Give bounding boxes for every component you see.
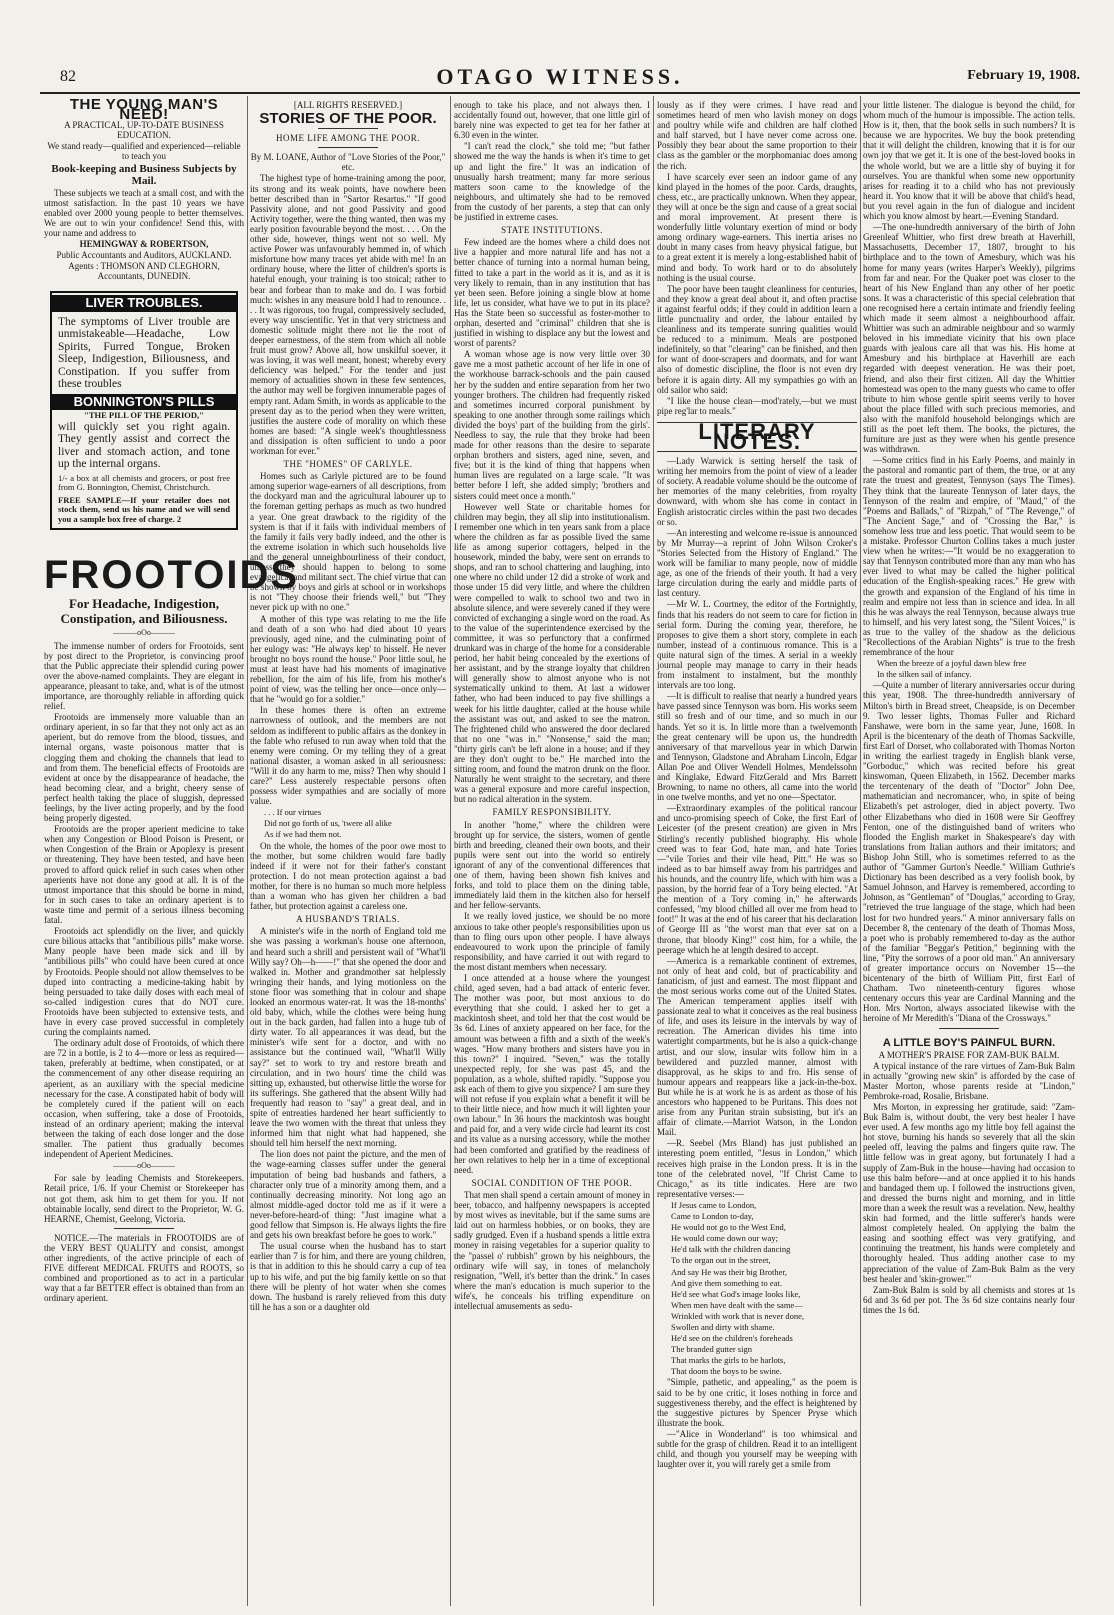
rule	[939, 1028, 999, 1029]
burn-paragraph: A typical instance of the rare virtues of Zam-Buk Balm in actually "growing new skin" is afforded by the case of Master Morton, whose parents reside at "Lindon," Pembroke-road, Rosalie, Brisbane.	[863, 1060, 1075, 1101]
verse-line: In the silken sail of infancy.	[877, 669, 972, 680]
rule	[318, 147, 378, 148]
bonn-body: will quickly set you right again. They gently assist and correct the liver and stomach action, and tone up the internal organs.	[58, 420, 230, 471]
frootoids-paragraph: The immense number of orders for Frootoids, sent by post direct to the Proprietor, is convincing proof that the Public appreciate their splendid curing power over the above-named complaints. They are elegant in appearance, pleasant to take, and, what is of the utmost importance, are thoroughly reliable in affording quick relief.	[44, 640, 244, 712]
section-heading: SOCIAL CONDITION OF THE POOR.	[471, 1177, 633, 1188]
verse-line: When men have dealt with the same—	[671, 1299, 803, 1310]
literary-note: —Lady Warwick is setting herself the task of writing her memoirs from the point of view of a leader of society. A readable volume should be the outcome of her memories of the many celebrities, from royalty downward, with whom she has come in contact in English aristocratic circles within the past two decades or so.	[657, 456, 857, 527]
liver-troubles-headline: LIVER TROUBLES.	[52, 295, 236, 312]
little-boys-burn-headline: A LITTLE BOY'S PAINFUL BURN.	[882, 1036, 1056, 1049]
literary-notes-headline: LITERARY NOTES.	[657, 422, 857, 452]
literary-note: —America is a remarkable continent of extremes, not only of heat and cold, but of practicability and fanaticism, of just and earnest. The most flippant and the most serious works come out of the United States. The American temperament applies itself with passionate zeal to what it conceives as the real business of life, and uses its leisure in the intervals by way of recreation. The American divides his time into watertight compartments, but he is also a quick-change artist, and our slow, insular wits follow him in a bewildered and puzzled manner, almost with disapproval, as he skips to and fro. His sense of humour appears and reappears like a jack-in-the-box. But while he is at work he is as ardent as those of his ancestors who happened to be Puritans. This does not arise from any Puritan strain subsisting, but it's an affair of climate.—Marriot Watson, in the London Mail.	[657, 955, 857, 1138]
frootoids-sale: For sale by leading Chemists and Storekeepers. Retail price, 1/6. If your Chemist or Storekeeper has not got them, ask him to get them for you. If not obtainable locally, send direct to the Proprietor, W. G. HEARNE, Chemist, Geelong, Victoria.	[44, 1173, 244, 1224]
verse-line: The branded gutter sign	[671, 1344, 752, 1355]
article-paragraph: A woman whose age is now very little over 30 gave me a most pathetic account of her life in one of the workhouse barrack-schools and the pain caused her by the sudden and entire separation from her two younger brothers. The children had frequently risked and sometimes incurred corporal punishment by speaking to one another through some railings which divided the boys' part of the building from the girls'. Needless to say, the rule that they broke had been made for other reasons than the desire to separate orphan brothers and sisters, aged nine, seven, and five; but it is the kind of thing that happens when human lives are regulated on a large scale. "It was better before I left, she added simply; 'brothers and sisters could meet once a month."	[454, 349, 650, 501]
verse-line: That marks the girls to be harlots,	[671, 1355, 786, 1366]
article-paragraph: On the whole, the homes of the poor owe most to the mother, but some children would fare badly indeed if it were not for their father's constant protection. I do not mean protection against a bad mother, for there is no human so much more helpless than a woman who has given her children a bad father, but protection against a careless one.	[250, 840, 446, 912]
article-paragraph: "I can't read the clock," she told me; "but father showed me the way the hands is when it's time to get up and light the fire." It was an indication of unusually harsh treatment; many far more serious matters soon came to the knowledge of the neighbours, and ultimately she had to be removed from the custody of her parents, a step that can only be justified in extreme cases.	[454, 141, 650, 223]
verse-line: Swollen and dirty with shame.	[671, 1321, 775, 1332]
verse-line: And give them something to eat.	[671, 1277, 782, 1288]
verse-line: He would come down our way;	[671, 1233, 778, 1244]
verse-line: If Jesus came to London,	[671, 1199, 757, 1210]
burn-paragraph: Mrs Morton, in expressing her gratitude, said: "Zam-Buk Balm is, without doubt, the very best healer I have ever used. A few months ago my little boy fell against the hot stove, burning his hands so severely that all the skin peeled off, leaving the palms and fingers quite raw. The little fellow was in great agony, but fortunately I had a supply of Zam-Buk in the house—having had occasion to use this balm before—and at once applied it to his hands and bandaged them up. I followed the instructions given, and dressed the burns night and morning, and in little more than a week the result was a revelation. New, healthy skin had formed, and the little sufferer's hands were almost completely healed. On applying the balm the easing and soothing effect was very gratifying, and continuing the treatment, his hands were completely and thoroughly healed. Thus adding another case to my appreciation of the value of Zam-Buk Balm as the very best healer and 'skin-grower.'"	[863, 1102, 1075, 1284]
frootoids-paragraph: Frootoids are immensely more valuable than an ordinary aperient, in so far that they not only act as an aperient, but do remove from the blood, tissues, and internal organs, waste poisonous matter that is clogging them and choking the channels that lead to and from them. The beneficial effects of Frootoids are evident at once by the disappearance of headache, the head becoming clear, and a bright, cheery sense of perfect health taking the place of sluggish, depressed feelings, by the liver acting properly, and by the food being properly digested.	[44, 712, 244, 824]
masthead-rule	[40, 92, 1080, 94]
literary-note: —"Alice in Wonderland" is too whimsical and subtle for the grasp of children. Read it to an intelligent child, and though you yourself may be weeping with laughter over it, you will rarely get a smile from	[657, 1428, 857, 1470]
column-divider	[247, 96, 248, 1606]
ad-subhead: A PRACTICAL, UP-TO-DATE BUSINESS EDUCATION.	[64, 120, 224, 141]
verse-line: Did not go forth of us, 'twere all alike	[264, 818, 392, 829]
article-paragraph: enough to take his place, and not always then. I accidentally found out, however, that one little girl of barely nine was expected to get tea for her father at 6.30 even in the winter.	[454, 100, 650, 141]
literary-note: "Simple, pathetic, and appealing," as the poem is said to be by one critic, it loses nothing in force and suggestiveness thereby, and the effect is heightened by the suggestive pictures by Spencer Pryse which illustrate the book.	[657, 1377, 857, 1428]
literary-note: —Extraordinary examples of the political rancour and unco-promising speech of Coke, the first Earl of Leicester (of the present creation) are given in Mrs Stirling's recently published biography. His whole creed was to fear God, hate man, and hate Tories—"vile Tories and their vile head, Pitt." He was so indeed as to bar himself away from his partridges and his hounds, and the country life, which with him was a passion, by the horrid fear of a Tory being elected. "At the mention of a Tory coming in," he afterwards confessed, "my blood chilled all over me from head to foot!" It was at the end of his career that his declaration of George III as "the worst man that ever sat on a throne, that bloody King!" cost him, for a while, the peerage which he at length desired to accept.	[657, 803, 857, 955]
article-paragraph: That men shall spend a certain amount of money in beer, tobacco, and halfpenny newspapers is accepted by most wives as inevitable, but if the same sums are laid out on harmless hobbies, or on books, they are sadly grudged. Even if a husband spends a little extra money in raising vegetables for a superior quality to the "passel o' rubbish" grown by his neighbours, the ordinary wife will say, in tones of melancholy resignation, "Well, it's better than the drink." In cases where the man's education is much superior to the wife's, he conceals his trifling expenditure on intellectual amusements as sedu-	[454, 1189, 650, 1311]
bonn-price: 1/- a box at all chemists and grocers, or post free from G. Bonnington, Chemist, Christchurch.	[58, 472, 230, 493]
section-heading: STATE INSTITUTIONS.	[501, 225, 603, 236]
literary-note: —An interesting and welcome re-issue is announced by Mr Murray—a reprint of John Wilson Croker's "Stories Selected from the History of England." The work will be familiar to many people, now of middle age, as one of the friends of their youth. It had a very large circulation during the early and middle parts of last century.	[657, 527, 857, 599]
literary-note: your little listener. The dialogue is beyond the child, for whom much of the humour is impossible. The action tells. How is it, then, that the book sells in such numbers? It is because we are hypocrites. We buy the book pretending that it will delight the children, knowing that it is for our own joy that we get it. It is one of the best-loved books in the whole world, but we are a little shy of buying it for ourselves. You are thankful when some new opportunity arises for reading it to a child who has not previously heard it. You know that it will be above that child's head, but you revel again in the fun of dialogue and incident which you know almost by heart.—Evening Standard.	[863, 100, 1075, 222]
verse-line: Wrinkled with work that is never done,	[671, 1310, 805, 1321]
literary-note: —The one-hundredth anniversary of the birth of John Greenleaf Whittier, who first drew breath at Haverhill, Massachusetts, December 17, 1807, brought to his birthplace and to the town of Amesbury, which was his home for many years (writes Harper's Weekly), pilgrims from far and near. For the Quaker poet was closer to the heart of his New England than any other of her poetic sons. It was a characteristic of this special celebration that one recognised here a certain intimate and friendly feeling which made it seem almost a neighbourhood affair. Whittier was such an admirable neighbour and so warmly beloved in his immediate vicinity that his own place guards with jealous care all that was his. His home at Amesbury and his birthplace at Haverhill are each regarded with deepest veneration. He was their poet, friend, and also their first citizen. All day the Whittier homestead was open to the many guests who came to offer tribute to him whose gentle spirit seems verily to hover about the place filled with such precious memories, and also with the manifold household belongings which are still as the poet left them. The books, the pictures, the furniture are just as they were when his gentle presence was withdrawn.	[863, 222, 1075, 455]
verse-line: And say He was their big Brother,	[671, 1266, 788, 1277]
bonningtons-pills-headline: BONNINGTON'S PILLS	[52, 394, 236, 411]
ad-subhead: We stand ready—qualified and experienced—reliable to teach you	[47, 141, 241, 162]
column-3	[454, 100, 650, 1600]
verse-line: He'd see what God's image looks like,	[671, 1288, 801, 1299]
burn-paragraph: Zam-Buk Balm is sold by all chemists and stores at 1s 6d and 3s 6d per pot. The 3s 6d size contains nearly four times the 1s 6d.	[863, 1284, 1075, 1315]
literary-note: —It is difficult to realise that nearly a hundred years have passed since Tennyson was born. His works seem still so fresh and of our time, and so much in our hands. Yet so it is. In little more than a twelvemonth the great centenary will be upon us, the hundredth anniversary of that marvellous year in which Darwin and Tennyson, Gladstone and Abraham Lincoln, Edgar Allan Poe and Oliver Wendell Holmes, Mendelssohn and Kinglake, Edward FitzGerald and Mrs Barrett Browning, to name no others, all came into the world in one twelve months, and yet no one—Spectator.	[657, 691, 857, 803]
article-paragraph: The poor have been taught cleanliness for centuries, and they know a great deal about it, and often practise it against fearful odds; if they could in addition learn a little punctuality and order, the labour entailed by cleanliness and its temperate sunring qualities would be reduced to a minimum. Meals are postponed indefinitely, so that "clearing" can be finished, and then for want of door-scrapers and doormats, and for want also of domestic discipline, the floor is not even dry before it is again dirty. All my sympathies go with an old sailor who said:	[657, 283, 857, 395]
column-5	[863, 100, 1075, 1600]
issue-date: February 19, 1908.	[967, 68, 1080, 83]
bonn-sample: FREE SAMPLE—If your retailer does not stock them, send us his name and we will send you a sample box free of charge. 2	[58, 494, 230, 524]
verse-line: He'd see on the children's foreheads	[671, 1333, 793, 1344]
stories-of-the-poor-headline: STORIES OF THE POOR.	[259, 110, 437, 128]
article-paragraph: Homes such as Carlyle pictured are to be found among superior wage-earners of all descriptions, from the dockyard man and the agricultural labourer up to the foreman getting perhaps as much as two hundred a year. One great drawback to the rigidity of the system is that if it fails with individual members of the family it fails very badly indeed, and the other is the extreme isolation in which such households live and the general unneighbourliness of their conduct, unless they should happen to belong to some evangelical and militant sect. The chief virtue that can be shown by boys and girls at school or in workshops is not "They choose their friends well," but "They never pick up with no one."	[250, 471, 446, 613]
article-paragraph: "I like the house clean—mod'rately,—but we must pipe reg'lar to meals."	[657, 395, 857, 416]
article-paragraph: lously as if they were crimes. I have read and sometimes heard of men who lavish money on dogs and poultry while wife and children are half clothed and half starved, but I have never come across one. Possibly they bear about the same proportion to their class as the gambler or the morphomaniac does among the rich.	[657, 100, 857, 171]
literary-note: —R. Seebel (Mrs Bland) has just published an interesting poem entitled, "Jesus in London," which receives high praise in the London press. It is in the tone of the celebrated novel, "If Christ Came to Chicago," as its title indicates. Here are two representative verses:—	[657, 1138, 857, 1199]
literary-note: —Quite a number of literary anniversaries occur during this year, 1908. The three-hundredth anniversary of Milton's birth in Bread street, Cheapside, is on December 9. Two lesser lights, Thomas Fuller and Richard Fanshawe, were born in the same year, June, 1608. In April is the bicentenary of the death of Thomas Sackville, first Earl of Dorset, who collaborated with Thomas Norton in writing the earliest tragedy in English blank verse, "Gorboduc," which was recited before his great kinswoman, Queen Elizabeth, in 1562. December marks the tercentenary of the death of "Doctor" John Dee, mathematician and necromancer, who, in spite of being Elizabeth's pet astrologer, died in abject poverty. Two other Elizabethans who died in 1608 were Sir Geoffrey Fenton, one of the distinguished band of writers who flooded the English market in Shakespeare's day with translations from Italian authors and their imitators; and Bishop John Still, who is sometimes referred to as the author of "Gammer Gurton's Needle." William Guthrie's Dictionary has been described as a very foolish book, by Samuel Johnson, and Harvey is remembered, according to Johnson, as "Gentleman" of "Douglas," according to Gray, "retrieved the true language of the stage, which had been lost for two hundred years." A minor anniversary falls on December 8, the centenary of the death of Thomas Moss, a poet who is probably remembered to-day as the author of the familiar "Beggar's Petition," beginning with the line, "Pity the sorrows of a poor old man." An anniversary of greater importance occurs on November 15—the bicentenary of the birth of William Pitt, first Earl of Chatham. Two nineteenth-century figures whose centenary occurs this year are Cardinal Manning and the Hon. Mrs Norton, always associated likewise with the heroine of Mr Meredith's "Diana of the Crossways."	[863, 680, 1075, 1024]
frootoids-paragraph: Frootoids act splendidly on the liver, and quickly cure bilious attacks that "antibilious pills" make worse. Many people have been made sick and ill by "antibilious pills" who could have been cured at once by Frootoids. People should not allow themselves to be duped into contracting a medicine-taking habit by being persuaded to take daily doses with each meal of so-called indigestion cures that do NOT cure. Frootoids have been subjected to extensive tests, and have in every case proved successful in completely curing the complaints named.	[44, 926, 244, 1038]
liver-troubles-ad	[50, 291, 238, 530]
article-paragraph: The highest type of home-training among the poor, its strong and its weak points, have nowhere been better described than in "Sartor Resartus." "If good Passivity alone, and not good Passivity and good Activity together, were the thing wanted, then was my early position favourable beyond the most. . . . On the other side, however, things went not so well. My active Power was unfavourably hemmed in, of which misfortune how many traces yet abide with me! In an ordinary house, where the litter of children's sports is hateful enough, your training is too stoical; rather to bear and forbear than to make and do. I was forbid much: wishes in any measure bold I had to renounce. . . . It was rigorous, too frugal, compressively secluded, every way unscientific. Yet in that very strictness and domestic solitude might there not lie the root of deeper earnestness, of the stem from which all noble fruit must grow? Above all, how unskilful soever, it was loving, it was well meant, honest; whereby every deficiency was helped." For the tender and just memory of actualities shown in these few sentences, the author may well be forgiven innumerable pages of empty rant. Adam Smith, in words as applicable to the present day as to the period when they were written, justifies the austere code of morality on which these homes are based: "A single week's thoughtlessness and dissipation is often sufficient to undo a poor workman for ever."	[250, 173, 446, 456]
verse-line: Came to London to-day,	[671, 1211, 754, 1222]
frootoids-paragraph: The ordinary adult dose of Frootoids, of which there are 72 in a bottle, is 2 to 4—more or less as required—taken, preferably at bedtime, when constipated, or at the commencement of any other disease requiring an aperient, as an auxiliary with the special medicine necessary for the case. A constipated habit of body will be completely cured if the patient will on each occasion, when suffering, take a dose of Frootoids, instead of an ordinary aperient; making the interval between the taking of each dose longer and the dose smaller. The patient thus gradually becomes independent of Aperient Medicines.	[44, 1038, 244, 1160]
verse-line: That doom the boys to be swine.	[671, 1366, 782, 1377]
literary-note: —Mr W. L. Courtney, the editor of the Fortnightly, finds that his readers do not seem to care for fiction in serial form. During the coming year, therefore, he proposes to give them a short story, complete in each number, instead of a continuous romance. This is a quite natural sign of the times. A serial in a weekly journal people may manage to carry in their heads from instalment to instalment, but the monthly intervals are too long.	[657, 599, 857, 691]
byline: By M. LOANE, Author of "Love Stories of the Poor," etc.	[250, 152, 446, 173]
article-paragraph: A minister's wife in the north of England told me she was passing a workman's house one afternoon, and heard such a shrill and persistent wail of "What'll Willy say? Oh—h——!" that she opened the door and walked in. Mother and grandmother sat helplessly wringing their hands, and lying motionless on the stone floor was something that in colour and shape looked an enormous water-rat. It was the 18-months' old baby, which, while the clothes were being hung out in the back garden, had fallen into a huge tub of dirty water. To all appearances it was dead, but the minister's wife sent for a doctor, and with no assistance but the continued wail, "What'll Willy say?" set to work to try and restore breath and circulation, and in two hours' time the child was sitting up, exhausted, but otherwise little the worse for its sufferings. She gathered that the absent Willy had frequently had reason to "say" a great deal, and in spite of entreaties hardened her heart sufficiently to leave the two women with the threat that unless they informed him that night what had happened, she should tell him herself the next morning.	[250, 926, 446, 1149]
article-paragraph: However well State or charitable homes for children may begin, they all slip into institutionalism. I remember one which in ten years sank from a place where the children as far as possible lived the same life as among superior cottagers, helped in the housework, minded the baby, were sent on errands to shops, and ran to school chattering and laughing, into one where no child under 12 did a stroke of work and those under 15 did very little, and where the children were compelled to walk to school two and two in absolute silence, and were severely caned if they were convicted of exchanging a single word on the road. As to the value of the superintendence exercised by the committee, it was so perfunctory that a confirmed drunkard was in charge of the home for a considerable period, her habit being concealed by the exertions of her assistant, and by the strange loyalty that children will generally show to almost anyone who is not systematically unkind to them. At last a widower father, who had been induced to pay five shillings a week for his little daughter, called at the house while the assistant was out, and asked to see the matron. The frightened child who answered the door declared that no one "was in." "Nonsense," said the man; "thirty girls can't be left alone in a house; and if they are they don't ought to be." He marched into the sitting room, and found the matron drunk on the floor. Naturally he went straight to the secretary, and there was a general exposure and more careful inspection, but no radical alteration in the system.	[454, 501, 651, 805]
verse-line: When the breeze of a joyful dawn blew free	[877, 658, 1027, 669]
column-divider	[860, 96, 861, 1606]
newspaper-title: OTAGO WITNESS.	[436, 64, 684, 89]
page-number: 82	[60, 68, 76, 85]
frootoids-headline: FROOTOIDS	[44, 553, 300, 598]
verse-line: . . . If our virtues	[264, 807, 322, 818]
article-subtitle: HOME LIFE AMONG THE POOR.	[275, 133, 421, 144]
frootoids-paragraph: Frootoids are the proper aperient medicine to take when any Congestion or Blood Poison is Present, or when Congestion of the Brain or Apoplexy is present or threatening. They have been tested, and have been proved to afford quick relief in such cases when other aperients have not done any good at all. It is of the utmost importance that this should be borne in mind, for in such cases to take an ordinary aperient is to waste time and permit of a serious illness becoming fatal.	[44, 824, 244, 926]
ad-firm-line: Public Accountants and Auditors, AUCKLAND.	[56, 250, 232, 261]
masthead	[40, 64, 1080, 94]
article-paragraph: In another "home," where the children were brought up for service, the sisters, women of gentle birth and breeding, cleaned their own boots, and their pupils were sent out into the world so entirely ignorant of any of the conventional differences that one of them, having been shown fish knives and forks, and told to place them on the dining table, immediately laid them in the kitchen also for herself and her fellow-servants.	[454, 819, 650, 911]
ad-body: These subjects we teach at a small cost, and with the utmost satisfaction. In the past 10 years we have enabled over 2000 young people to better themselves. We are out to win your confidence! Send this, with your name and address to	[44, 187, 244, 238]
liver-body: The symptoms of Liver trouble are unmistakeable—Headache, Low Spirits, Furred Tongue, Broken Sleep, Indigestion, Biliousness, and Constipation. If you suffer from these troubles	[58, 315, 230, 391]
column-2	[250, 100, 446, 1600]
verse-line: He'd talk with the children dancing	[671, 1244, 791, 1255]
article-paragraph: I have scarcely ever seen an indoor game of any kind played in the homes of the poor. Cards, draughts, chess, etc., are practically unknown. When they appear, they will at once be the sign and cause of a great social and moral improvement. At present there is wonderfully little voluntary exertion of mind or body among ordinary wage-earners. This inertia arises no doubt in many cases from heavy physical fatigue, but to a great extent it is merely a long-established habit of mind and body. To work hard or to do absolutely nothing is the usual course.	[657, 171, 857, 283]
verse-line: As if we had them not.	[264, 829, 342, 840]
article-paragraph: In these homes there is often an extreme narrowness of outlook, and the members are not seldom as indifferent to public affairs as the donkey in the fable who refused to run away when told that the enemy were coming. Or my telling they of a great national disaster, a woman asked in all seriousness: "Will it do any harm to me, miss? Then why should I care?" Less austerely respectable persons often possess wider sympathies and are socially of more value.	[250, 705, 446, 807]
article-paragraph: The usual course when the husband has to start earlier than 7 is for him, and there are young children, is that in addition to this he should carry a cup of tea up to his wife, and put the big family kettle on so that there will be plenty of hot water when she comes down. The husband is rarely relieved from this duty till he has a son or a daughter old	[250, 1241, 446, 1312]
section-heading: A HUSBAND'S TRIALS.	[296, 914, 400, 925]
verse-line: He would not go to the West End,	[671, 1222, 786, 1233]
article-paragraph: I once attended at a house where the youngest child, aged seven, had a bad attack of enteric fever. The mother was poor, but most anxious to do everything that she could. I asked her to get a mackintosh sheet, and told her that the cost would be 3s 6d. Lines of anxiety appeared on her face, for the amount was between a fifth and a sixth of the week's wages. "How many brothers and sisters have you in this town?" I inquired. "Seven," was the totally unexpected reply, for she was past 45, and the population, as a whole, shifted rapidly. "Suppose you ask each of them to give you sixpence? I am sure they will not refuse if you explain what a benefit it will be to their little niece, and how much it will lighten your own labour." In 36 hours the mackintosh was bought and paid for, and a very wide circle had learnt its cost and its value as a nursing accessory, while the mother had been comforted and gratified by the readiness of her own relatives to help her in a time of exceptional need.	[454, 972, 650, 1175]
rule	[318, 128, 378, 129]
ad-agents: Agents : THOMSON AND CLEGHORN, Accountants, DUNEDIN.	[68, 261, 220, 282]
column-divider	[450, 96, 451, 1606]
frootoids-notice: NOTICE.—The materials in FROOTOIDS are of the VERY BEST QUALITY and consist, amongst other ingredients, of the active principle of each of FIVE different MEDICAL FRUITS and ROOTS, so combined and proportioned as to act in a particular way that a far BETTER effect is obtained than from an ordinary aperient.	[44, 1232, 244, 1304]
burn-subhead: A MOTHER'S PRAISE FOR ZAM-BUK BALM.	[878, 1049, 1060, 1060]
section-heading: FAMILY RESPONSIBILITY.	[492, 807, 612, 818]
bonn-tagline: "THE PILL OF THE PERIOD,"	[84, 410, 204, 421]
rule	[114, 1228, 174, 1229]
section-heading: THE "HOMES" OF CARLYLE.	[283, 459, 413, 470]
frootoids-subhead: For Headache, Indigestion, Constipation, and Biliousness.	[60, 596, 228, 627]
column-divider	[653, 96, 654, 1606]
rights-notice: [ALL RIGHTS RESERVED.]	[293, 100, 403, 110]
ad-subhead: Book-keeping and Business Subjects by Mail.	[51, 162, 237, 187]
article-paragraph: Few indeed are the homes where a child does not live a happier and more natural life and has not a better chance of turning into a normal human being, fitted to take a part in the world as it is, and as it is very likely to remain, than in any institution that has yet been seen. Before joining a single blow at home life, let us consider, what have we to put in its place? Has the State been so successful as foster-mother to orphan, deserted and "criminal" children that she is justified in wishing to displace any but the lowest and worst of parents?	[454, 237, 650, 349]
ad-firm: HEMINGWAY & ROBERTSON,	[79, 239, 209, 250]
article-paragraph: The lion does not paint the picture, and the men of the wage-earning classes suffer under the general imputation of being bad husbands and fathers, a character only true of a minority among them, and a continually decreasing minority. Not long ago an almost middle-aged doctor told me as if it were a never-before-heard-of thing: "Just imagine what a good fellow that Simpson is. He always lights the fire and gets his own breakfast before he goes to work."	[250, 1149, 446, 1241]
column-4	[657, 100, 857, 1600]
article-paragraph: It we really loved justice, we should be no more anxious to take other people's responsibilities upon us than to fling ours upon other people. I have always endeavoured to work upon the principle of family responsibility, and have carried it out with regard to the most distant members when necessary.	[454, 911, 650, 972]
article-paragraph: A mother of this type was relating to me the life and death of a son who had died about 10 years previously, aged nine, and the culminating point of her eulogy was: "He always kep' to hisself. He never brought no boys round the house." Poor little soul, he must at least have had his moments of imaginative rebellion, for the aim of his life, from his mother's point of view, was the telling her once—once only—that he "would go for a soldier."	[250, 613, 446, 705]
ornament-divider: ———oOo———	[113, 628, 175, 638]
young-mans-need-headline: THE YOUNG MAN'S NEED!	[69, 96, 219, 124]
ornament-divider: ———oOo———	[113, 1161, 175, 1171]
verse-line: To the organ out in the street,	[671, 1255, 771, 1266]
literary-note: —Some critics find in his Early Poems, and mainly in the pastoral and romantic part of them, the true, or at any rate the truest and greatest, Tennyson (says The Times). They think that the laureate Tennyson of later days, the Tennyson of the realm and empire, of "Maud," of the "Poems and Ballads," of "Rizpah," of "The Revenge," of "The Ancient Sage," and of "Crossing the Bar," is somehow less true and less poetic. That would seem to be a mistake. Professor Churton Collins takes a much juster view when he writes:—"It would be no exaggeration to say that Tennyson contributed more than any man who has ever lived to what may be called the higher political education of the English-speaking races." He grew with the growth and expansion of the England of his time in realm and empire not less than in science and idea. In all this he was always the real Tennyson, because always true to himself, and his very latest song, the "Silent Voices," is as true to the valley of the shadow as the delicious "Recollections of the Arabian Nights" is true to the fresh remembrance of the hour	[863, 455, 1075, 658]
